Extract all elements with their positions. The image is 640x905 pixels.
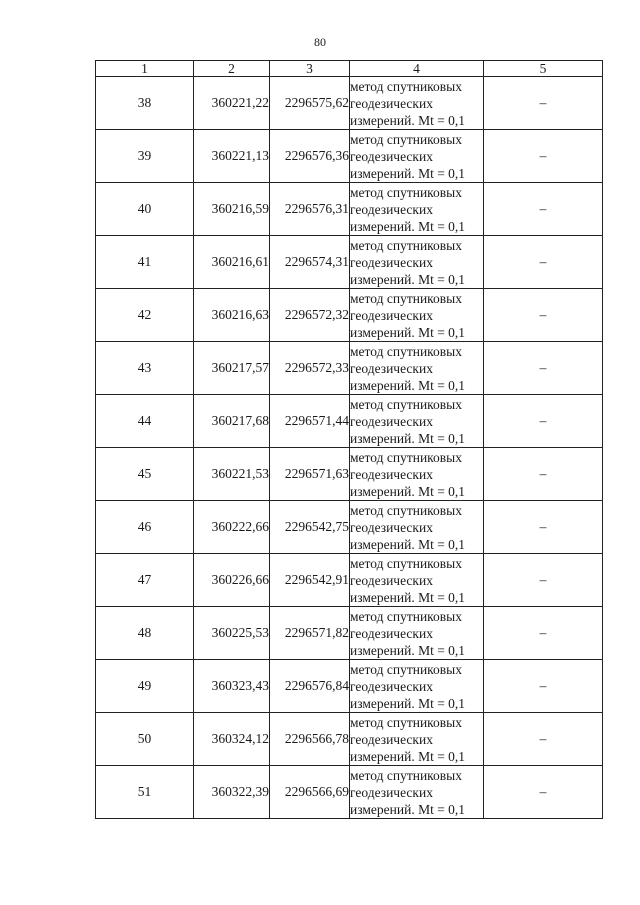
coordinate-x: 360221,13 xyxy=(194,130,270,183)
column-header-5: 5 xyxy=(484,61,603,77)
table-row xyxy=(96,342,603,395)
method-line: измерений. Mt = 0,1 xyxy=(350,695,466,711)
method-line: измерений. Mt = 0,1 xyxy=(350,748,466,764)
measurement-method xyxy=(350,713,484,766)
method-line: измерений. Mt = 0,1 xyxy=(350,483,466,499)
remarks-dash: – xyxy=(484,130,603,183)
method-line: геодезических xyxy=(350,625,433,641)
measurement-method xyxy=(350,766,484,819)
method-line: геодезических xyxy=(350,201,433,217)
remarks-dash: – xyxy=(484,183,603,236)
table-row xyxy=(96,77,603,130)
table-row xyxy=(96,183,603,236)
remarks-dash: – xyxy=(484,395,603,448)
point-number: 46 xyxy=(96,501,194,554)
remarks-dash: – xyxy=(484,766,603,819)
coordinate-y: 2296542,75 xyxy=(270,501,350,554)
method-line: измерений. Mt = 0,1 xyxy=(350,430,466,446)
method-line: метод спутниковых xyxy=(350,131,462,147)
method-line: метод спутниковых xyxy=(350,608,462,624)
coordinate-y: 2296576,31 xyxy=(270,183,350,236)
point-number: 39 xyxy=(96,130,194,183)
point-number: 48 xyxy=(96,607,194,660)
point-number: 45 xyxy=(96,448,194,501)
measurement-method xyxy=(350,236,484,289)
page-number: 80 xyxy=(314,35,326,49)
coordinate-y: 2296576,36 xyxy=(270,130,350,183)
coordinate-x: 360222,66 xyxy=(194,501,270,554)
table-row xyxy=(96,130,603,183)
table-row xyxy=(96,289,603,342)
point-number: 42 xyxy=(96,289,194,342)
remarks-dash: – xyxy=(484,342,603,395)
table-row xyxy=(96,766,603,819)
point-number: 41 xyxy=(96,236,194,289)
measurement-method xyxy=(350,77,484,130)
measurement-method xyxy=(350,607,484,660)
table-row xyxy=(96,607,603,660)
method-line: геодезических xyxy=(350,572,433,588)
coordinate-y: 2296571,82 xyxy=(270,607,350,660)
point-number: 51 xyxy=(96,766,194,819)
column-header-2: 2 xyxy=(194,61,270,77)
method-line: измерений. Mt = 0,1 xyxy=(350,271,466,287)
coordinate-y: 2296572,33 xyxy=(270,342,350,395)
coordinate-y: 2296571,44 xyxy=(270,395,350,448)
method-line: метод спутниковых xyxy=(350,290,462,306)
coordinate-y: 2296566,78 xyxy=(270,713,350,766)
method-line: метод спутниковых xyxy=(350,714,462,730)
method-line: геодезических xyxy=(350,519,433,535)
table-row xyxy=(96,236,603,289)
coordinate-x: 360217,57 xyxy=(194,342,270,395)
method-line: геодезических xyxy=(350,148,433,164)
remarks-dash: – xyxy=(484,77,603,130)
coordinate-y: 2296572,32 xyxy=(270,289,350,342)
point-number: 38 xyxy=(96,77,194,130)
method-line: геодезических xyxy=(350,413,433,429)
coordinate-y: 2296566,69 xyxy=(270,766,350,819)
coordinate-x: 360225,53 xyxy=(194,607,270,660)
coordinate-x: 360217,68 xyxy=(194,395,270,448)
column-header-1: 1 xyxy=(96,61,194,77)
point-number: 40 xyxy=(96,183,194,236)
method-line: метод спутниковых xyxy=(350,449,462,465)
coordinates-table xyxy=(95,60,603,819)
measurement-method xyxy=(350,660,484,713)
measurement-method xyxy=(350,501,484,554)
table-row xyxy=(96,660,603,713)
coordinate-x: 360216,59 xyxy=(194,183,270,236)
method-line: метод спутниковых xyxy=(350,555,462,571)
coordinate-y: 2296575,62 xyxy=(270,77,350,130)
coordinate-x: 360216,61 xyxy=(194,236,270,289)
coordinate-y: 2296576,84 xyxy=(270,660,350,713)
column-header-4: 4 xyxy=(350,61,484,77)
method-line: метод спутниковых xyxy=(350,661,462,677)
coordinate-x: 360216,63 xyxy=(194,289,270,342)
measurement-method xyxy=(350,395,484,448)
method-line: геодезических xyxy=(350,731,433,747)
method-line: метод спутниковых xyxy=(350,396,462,412)
coordinate-y: 2296571,63 xyxy=(270,448,350,501)
coordinate-x: 360221,22 xyxy=(194,77,270,130)
method-line: измерений. Mt = 0,1 xyxy=(350,801,466,817)
method-line: геодезических xyxy=(350,784,433,800)
table-body xyxy=(96,77,603,819)
method-line: измерений. Mt = 0,1 xyxy=(350,377,466,393)
method-line: геодезических xyxy=(350,95,433,111)
coordinate-x: 360324,12 xyxy=(194,713,270,766)
method-line: измерений. Mt = 0,1 xyxy=(350,536,466,552)
remarks-dash: – xyxy=(484,448,603,501)
method-line: геодезических xyxy=(350,466,433,482)
method-line: метод спутниковых xyxy=(350,767,462,783)
table-row xyxy=(96,554,603,607)
remarks-dash: – xyxy=(484,289,603,342)
method-line: геодезических xyxy=(350,678,433,694)
method-line: геодезических xyxy=(350,360,433,376)
remarks-dash: – xyxy=(484,713,603,766)
point-number: 50 xyxy=(96,713,194,766)
method-line: измерений. Mt = 0,1 xyxy=(350,112,466,128)
measurement-method xyxy=(350,289,484,342)
point-number: 47 xyxy=(96,554,194,607)
remarks-dash: – xyxy=(484,501,603,554)
measurement-method xyxy=(350,448,484,501)
point-number: 44 xyxy=(96,395,194,448)
coordinate-y: 2296542,91 xyxy=(270,554,350,607)
method-line: геодезических xyxy=(350,254,433,270)
remarks-dash: – xyxy=(484,554,603,607)
measurement-method xyxy=(350,183,484,236)
measurement-method xyxy=(350,130,484,183)
measurement-method xyxy=(350,342,484,395)
column-header-3: 3 xyxy=(270,61,350,77)
method-line: метод спутниковых xyxy=(350,343,462,359)
coordinate-x: 360322,39 xyxy=(194,766,270,819)
method-line: измерений. Mt = 0,1 xyxy=(350,165,466,181)
coordinate-x: 360226,66 xyxy=(194,554,270,607)
method-line: измерений. Mt = 0,1 xyxy=(350,218,466,234)
method-line: измерений. Mt = 0,1 xyxy=(350,642,466,658)
point-number: 49 xyxy=(96,660,194,713)
coordinate-x: 360323,43 xyxy=(194,660,270,713)
method-line: метод спутниковых xyxy=(350,502,462,518)
remarks-dash: – xyxy=(484,607,603,660)
method-line: метод спутниковых xyxy=(350,237,462,253)
coordinate-x: 360221,53 xyxy=(194,448,270,501)
table-row xyxy=(96,395,603,448)
table-row xyxy=(96,448,603,501)
method-line: метод спутниковых xyxy=(350,78,462,94)
method-line: измерений. Mt = 0,1 xyxy=(350,589,466,605)
table-row xyxy=(96,713,603,766)
point-number: 43 xyxy=(96,342,194,395)
coordinate-y: 2296574,31 xyxy=(270,236,350,289)
method-line: метод спутниковых xyxy=(350,184,462,200)
method-line: геодезических xyxy=(350,307,433,323)
remarks-dash: – xyxy=(484,236,603,289)
measurement-method xyxy=(350,554,484,607)
remarks-dash: – xyxy=(484,660,603,713)
table-row xyxy=(96,501,603,554)
table-header-row xyxy=(96,61,603,77)
method-line: измерений. Mt = 0,1 xyxy=(350,324,466,340)
